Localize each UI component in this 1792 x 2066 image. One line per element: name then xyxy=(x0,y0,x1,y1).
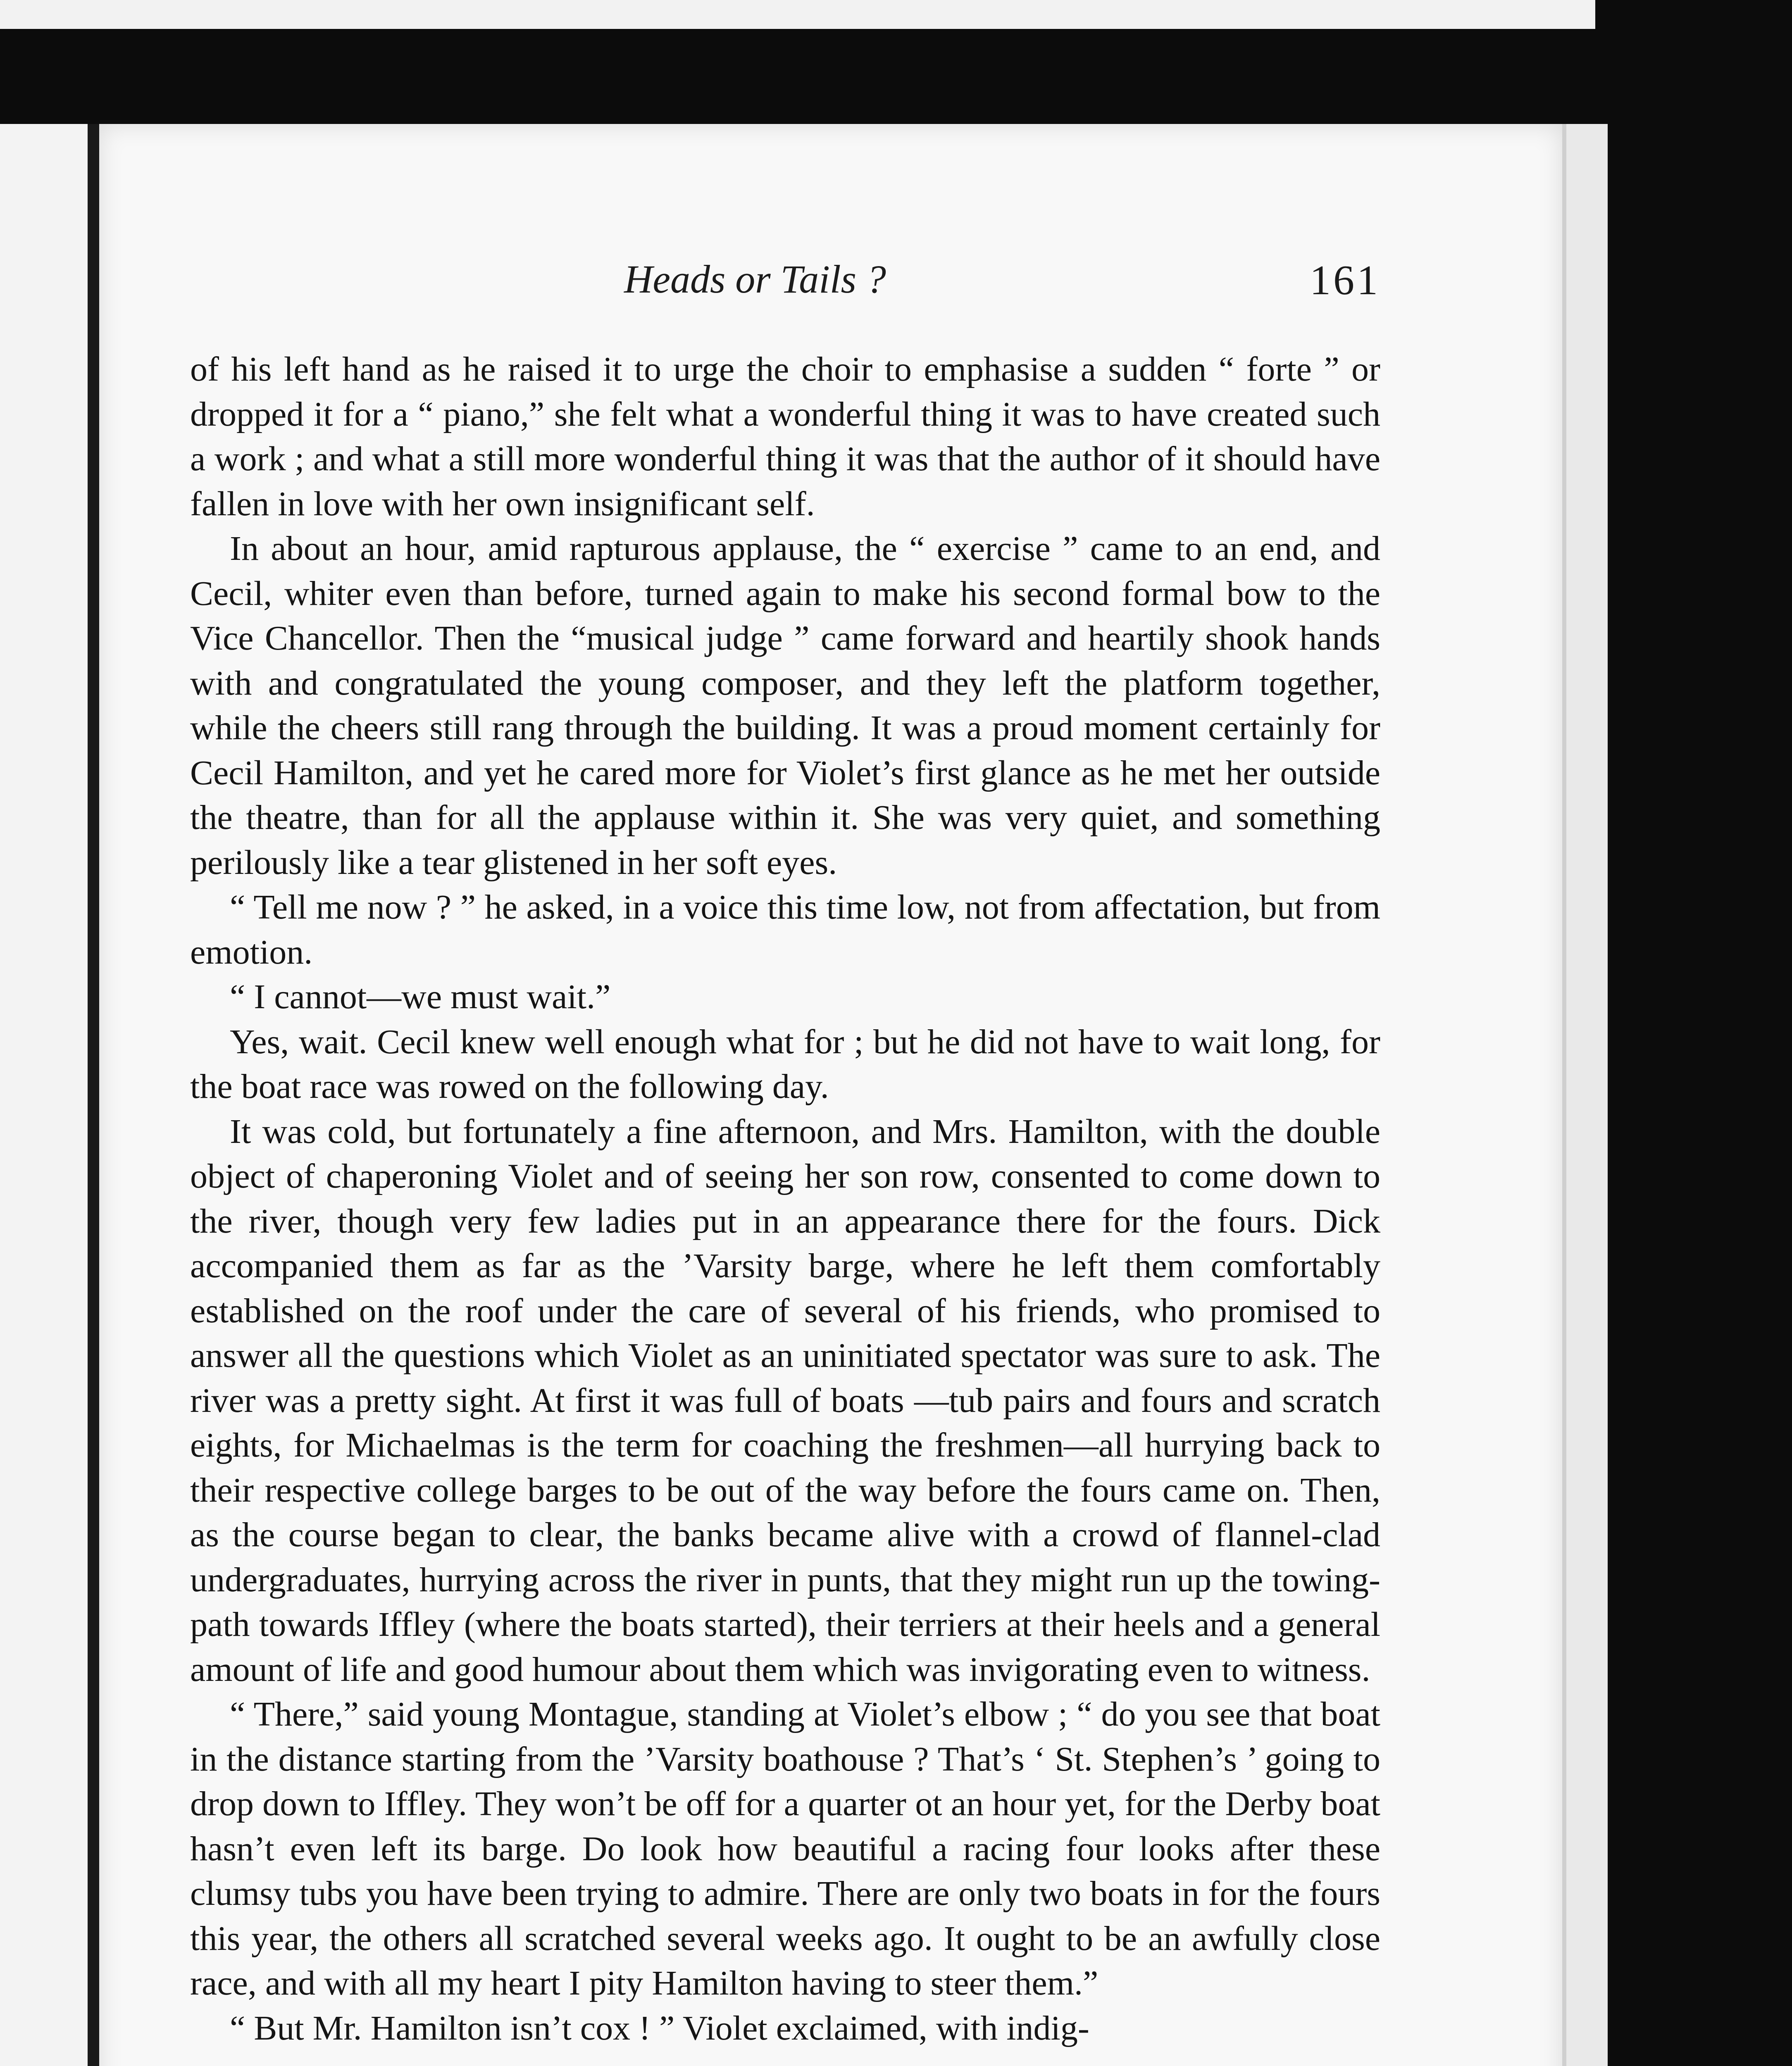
running-title: Heads or Tails ? xyxy=(624,257,886,301)
page-header xyxy=(99,248,1380,304)
paragraph-2: In about an hour, amid rapturous applause, the “ exercise ” came to an end, and Cecil, whiter even than before, turned again to make his second formal bow to the Vice Chancellor. Then the “musical judge ” came forward and heartily shook hands with and congratulated the young composer, and they left the platform together, while the cheers still rang through the building. It was a proud moment certainly for Cecil Hamilton, and yet he cared more for Violet’s first glance as he met her outside the theatre, than for all the applause within it. She was very quiet, and something perilously like a tear glistened in her soft eyes. xyxy=(190,529,1380,882)
paragraph-8: “ But Mr. Hamilton isn’t cox ! ” Violet exclaimed, with indig- xyxy=(230,2009,1089,2047)
page-number: 161 xyxy=(1310,257,1380,304)
paragraph-1: of his left hand as he raised it to urge the choir to emphasise a sudden “ forte ” or dropped it for a “ piano,” she felt what a wonderful thing it was to have created such a work ; and what a still more wonderful thing it was that the author of it should have fallen in love with her own insignificant self. xyxy=(190,350,1380,523)
facing-page-edge xyxy=(0,124,89,2066)
scanner-top-strip xyxy=(0,0,1595,29)
page-fore-edge xyxy=(1562,124,1608,2066)
paragraph-5: Yes, wait. Cecil knew well enough what for ; but he did not have to wait long, for the boat race was rowed on the following day. xyxy=(190,1022,1380,1106)
paragraph-3: “ Tell me now ? ” he asked, in a voice this time low, not from affectation, but from emotion. xyxy=(190,888,1380,971)
paragraph-6: It was cold, but fortunately a fine afternoon, and Mrs. Hamilton, with the double object of chaperoning Violet and of seeing her son row, consented to come down to the river, though very few ladies put in an appearance there for the fours. Dick accompanied them as far as the ’Varsity barge, where he left them comfortably established on the roof under the care of several of his friends, who promised to answer all the questions which Violet as an uninitiated spectator was sure to ask. The river was a pretty sight. At first it was full of boats —tub pairs and fours and scratch eights, for Michaelmas is the term for coaching the freshmen—all hurrying back to their respective college barges to be out of the way before the fours came on. Then, as the course began to clear, the banks became alive with a crowd of flannel-clad undergraduates, hurrying across the river in punts, that they might run up the towing-path towards Iffley (where the boats started), their terriers at their heels and a general amount of life and good humour about them which was invigorating even to witness. xyxy=(190,1112,1380,1689)
gutter-shadow xyxy=(88,124,99,2066)
body-text xyxy=(190,347,1380,2051)
paragraph-7: “ There,” said young Montague, standing at Violet’s elbow ; “ do you see that boat in the distance starting from the ’Varsity boathouse ? That’s ‘ St. Stephen’s ’ going to drop down to Iffley. They won’t be off for a quarter ot an hour yet, for the Derby boat hasn’t even left its barge. Do look how beautiful a racing four looks after these clumsy tubs you have been trying to admire. There are only two boats in for the fours this year, the others all scratched several weeks ago. It ought to be an awfully close race, and with all my heart I pity Hamilton having to steer them.” xyxy=(190,1695,1380,2002)
paragraph-4: “ I cannot—we must wait.” xyxy=(230,978,611,1016)
